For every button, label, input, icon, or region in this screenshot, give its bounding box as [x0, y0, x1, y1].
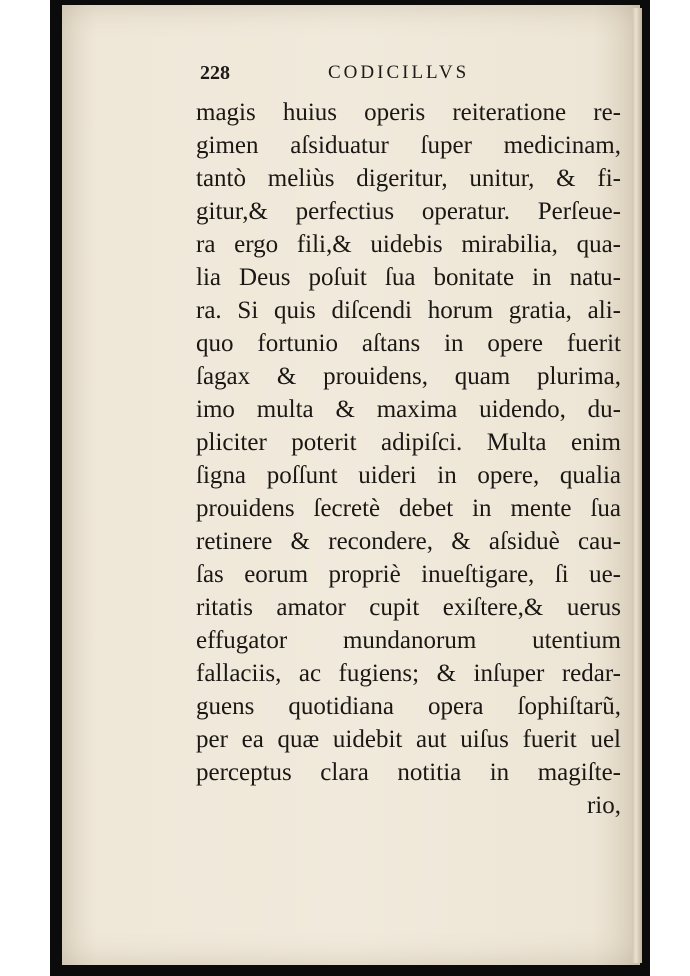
body-text	[196, 96, 621, 822]
text-line: ſagax & prouidens, quam plurima,	[196, 363, 621, 390]
text-line: perceptus clara notitia in magiſte-	[196, 759, 621, 786]
text-line: guens quotidiana opera ſophiſtarũ,	[196, 693, 621, 720]
text-line: ritatis amator cupit exiſtere,& uerus	[196, 594, 621, 621]
text-line: prouidens ſecretè debet in mente ſua	[196, 495, 621, 522]
text-line: gitur,& perfectius operatur. Perſeue-	[196, 198, 621, 225]
text-line: ra. Si quis diſcendi horum gratia, ali-	[196, 297, 621, 324]
text-line: per ea quæ uidebit aut uiſus fuerit uel	[196, 726, 621, 753]
text-line: quo fortunio aſtans in opere fuerit	[196, 330, 621, 357]
running-head: CODICILLVS	[328, 62, 470, 83]
text-line: imo multa & maxima uidendo, du-	[196, 396, 621, 423]
text-line: magis huius operis reiteratione re-	[196, 99, 621, 126]
text-line: retinere & recondere, & aſsiduè cau-	[196, 528, 621, 555]
text-line: fallaciis, ac fugiens; & inſuper redar-	[196, 660, 621, 687]
page-header	[200, 62, 620, 92]
text-line: ra ergo fili,& uidebis mirabilia, qua-	[196, 231, 621, 258]
text-line: ſas eorum propriè inueſtigare, ſi ue-	[196, 561, 621, 588]
page-edge	[632, 8, 642, 963]
text-line: ſigna poſſunt uideri in opere, qualia	[196, 462, 621, 489]
text-line: gimen aſsiduatur ſuper medicinam,	[196, 132, 621, 159]
text-line: effugator mundanorum utentium	[196, 627, 621, 654]
text-line: tantò meliùs digeritur, unitur, & fi-	[196, 165, 621, 192]
page-number: 228	[200, 62, 230, 84]
text-line: pliciter poterit adipiſci. Multa enim	[196, 429, 621, 456]
catchword: rio,	[586, 792, 621, 819]
text-line: lia Deus poſuit ſua bonitate in natu-	[196, 264, 621, 291]
